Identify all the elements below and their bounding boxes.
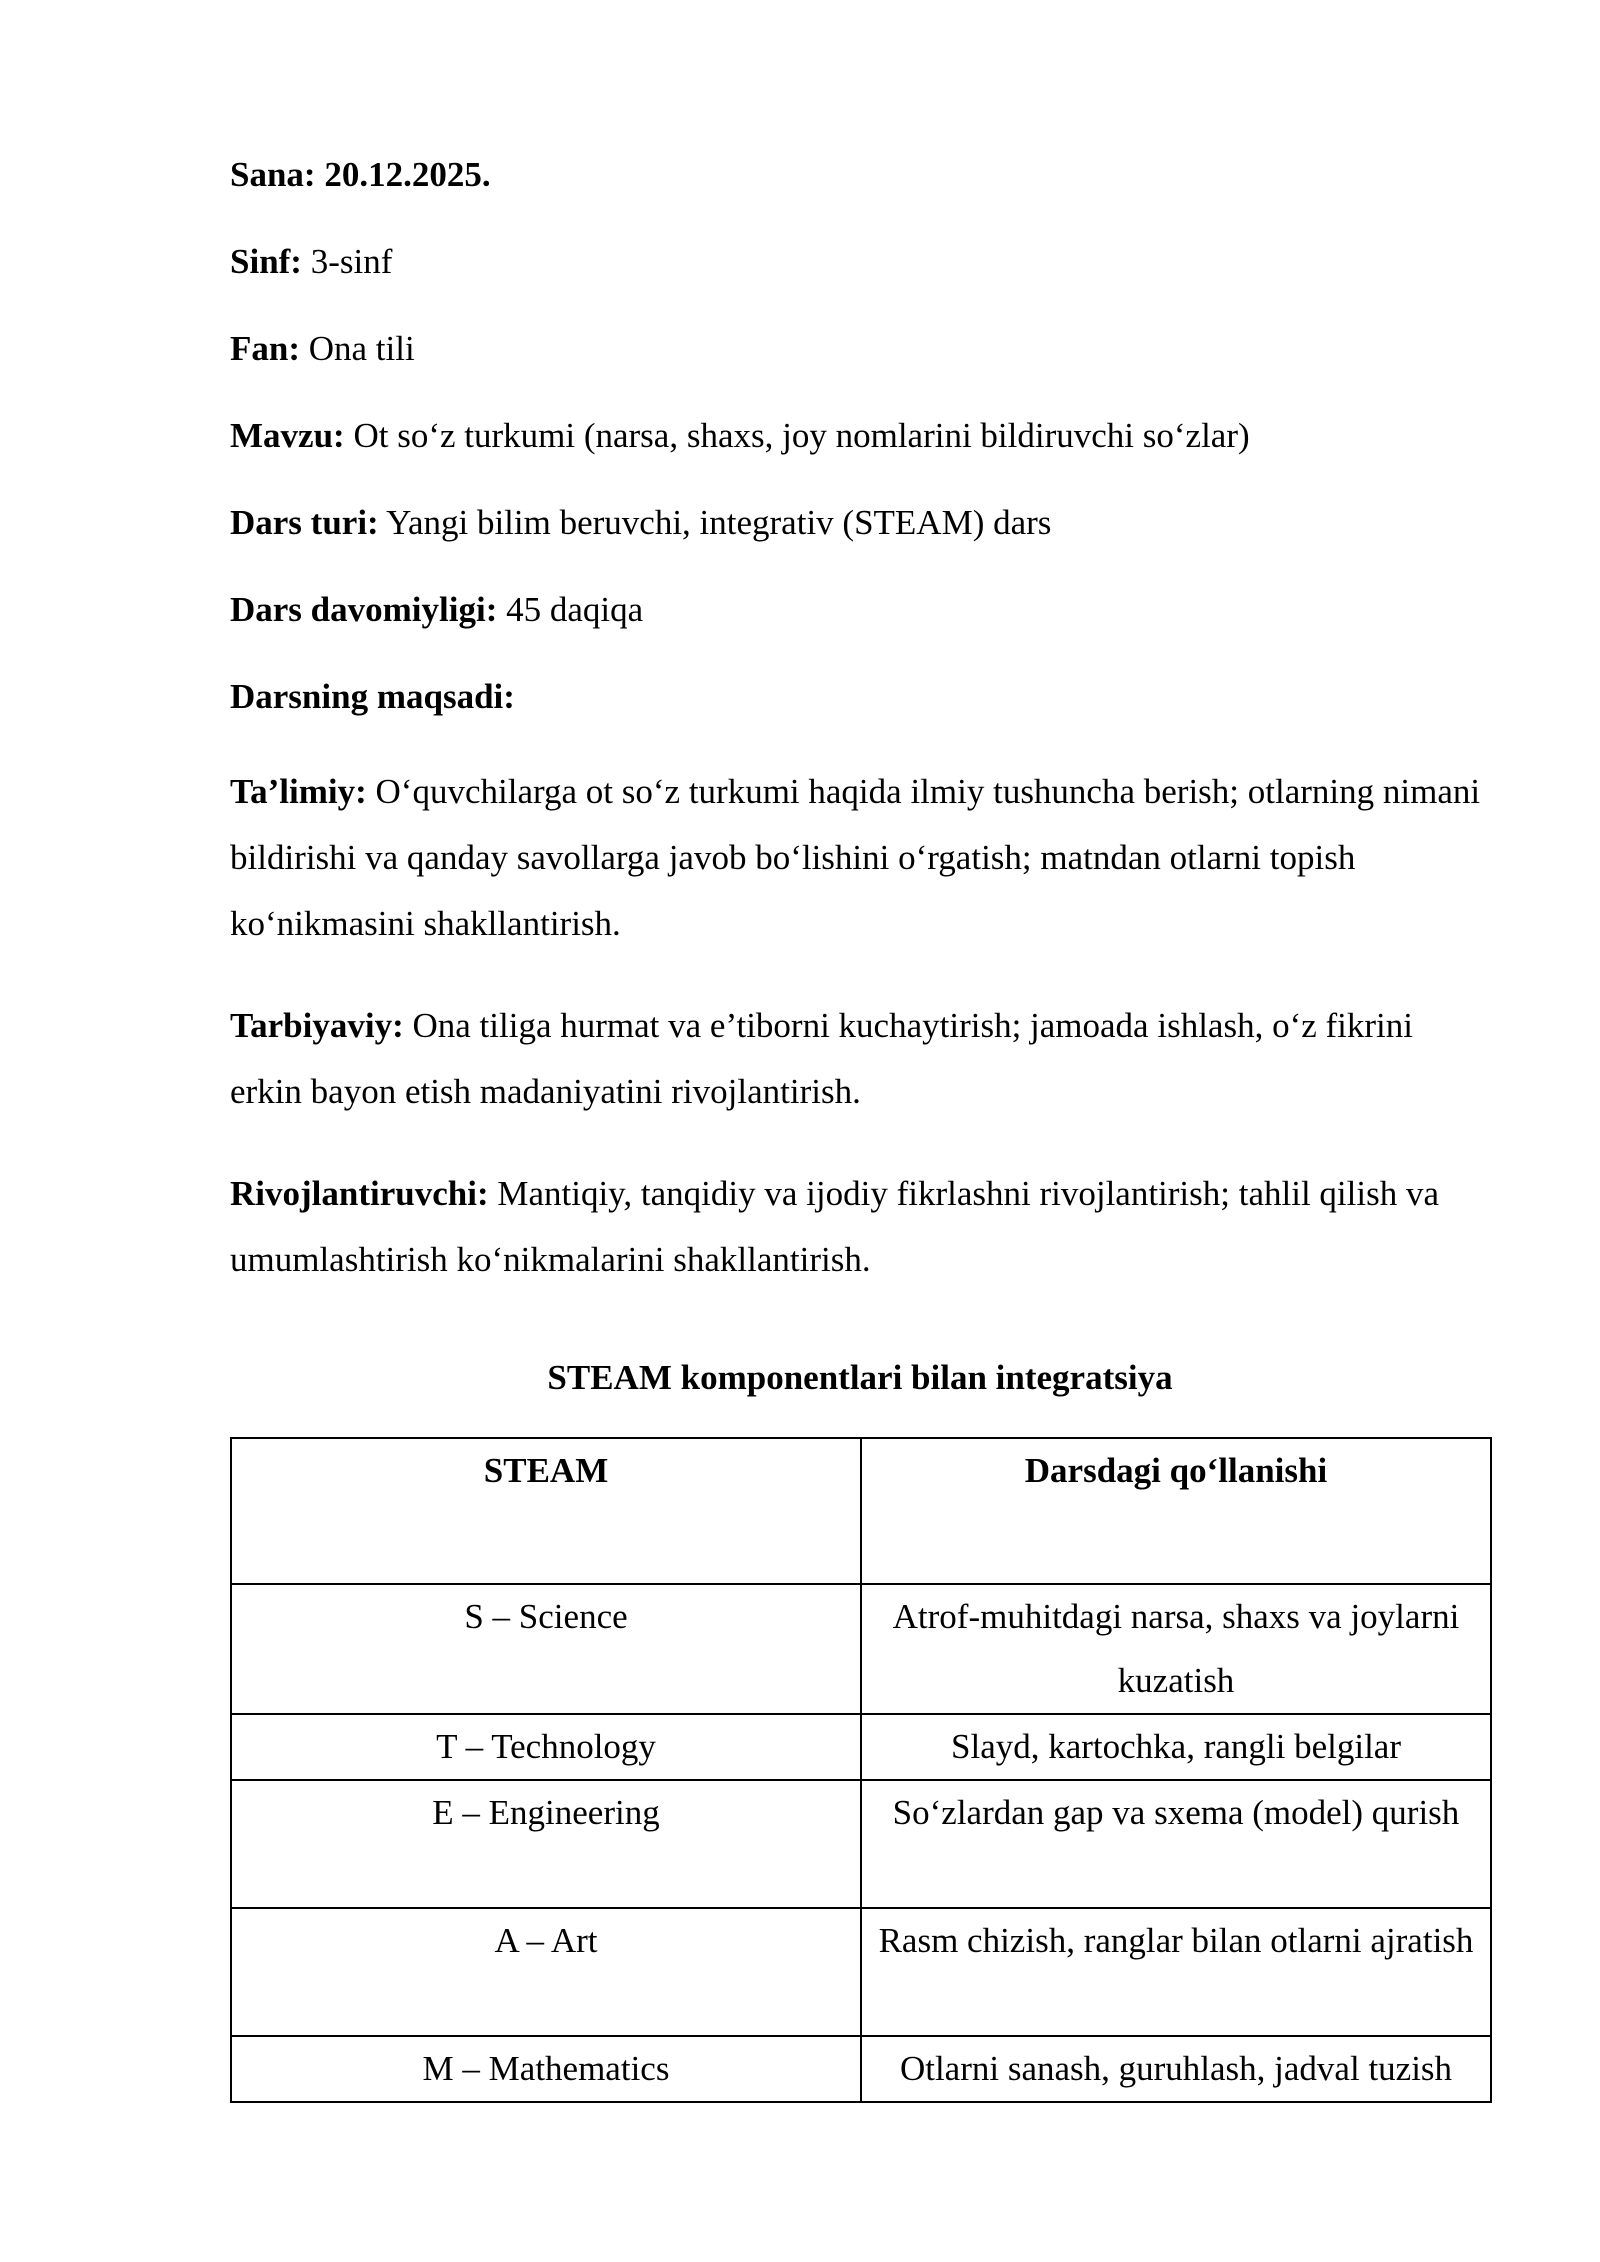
subject-label: Fan: bbox=[230, 329, 300, 368]
document-page bbox=[230, 150, 1490, 2103]
table-cell-usage: So‘zlardan gap va sxema (model) qurish bbox=[861, 1780, 1491, 1908]
table-row bbox=[231, 1780, 1491, 1908]
table-cell-component: E – Engineering bbox=[231, 1780, 861, 1908]
table-cell-usage: Rasm chizish, ranglar bilan otlarni ajratish bbox=[861, 1908, 1491, 2036]
lesson-type-value: Yangi bilim beruvchi, integrativ (STEAM) dars bbox=[386, 503, 1052, 542]
duration-value: 45 daqiqa bbox=[506, 590, 644, 629]
table-header-row bbox=[231, 1438, 1491, 1584]
table-cell-component: T – Technology bbox=[231, 1714, 861, 1780]
table-row bbox=[231, 1584, 1491, 1714]
table-header-usage: Darsdagi qo‘llanishi bbox=[861, 1438, 1491, 1584]
developmental-goal bbox=[230, 1161, 1490, 1293]
lesson-type-line bbox=[230, 498, 1490, 548]
date-value bbox=[230, 155, 491, 194]
educational-goal-text: O‘quvchilarga ot so‘z turkumi haqida ilmiy tushuncha berish; otlarning nimani bildirishi va qanday savollarga javob bo‘lishini o‘rgatish; matndan otlarni topish ko‘nikmasini shakllantirish. bbox=[230, 772, 1481, 943]
table-cell-usage: Otlarni sanash, guruhlash, jadval tuzish bbox=[861, 2036, 1491, 2102]
developmental-goal-label: Rivojlantiruvchi: bbox=[230, 1174, 489, 1213]
topic-label: Mavzu: bbox=[230, 416, 345, 455]
table-cell-component: A – Art bbox=[231, 1908, 861, 2036]
duration-line bbox=[230, 585, 1490, 635]
subject-line bbox=[230, 324, 1490, 374]
upbringing-goal-text: Ona tiliga hurmat va e’tiborni kuchaytirish; jamoada ishlash, o‘z fikrini erkin bayon etish madaniyatini rivojlantirish. bbox=[230, 1006, 1413, 1111]
table-cell-usage: Slayd, kartochka, rangli belgilar bbox=[861, 1714, 1491, 1780]
class-label: Sinf: bbox=[230, 242, 302, 281]
table-cell-component: S – Science bbox=[231, 1584, 861, 1714]
date-text: 20.12.2025. bbox=[324, 155, 491, 194]
goals-label: Darsning maqsadi: bbox=[230, 677, 515, 716]
date-label: Sana: bbox=[230, 155, 316, 194]
duration-label: Dars davomiyligi: bbox=[230, 590, 498, 629]
date-line bbox=[230, 150, 1490, 200]
table-row bbox=[231, 1908, 1491, 2036]
lesson-type-label: Dars turi: bbox=[230, 503, 379, 542]
upbringing-goal-label: Tarbiyaviy: bbox=[230, 1006, 404, 1045]
upbringing-goal bbox=[230, 993, 1490, 1125]
table-row bbox=[231, 1714, 1491, 1780]
educational-goal-label: Ta’limiy: bbox=[230, 772, 367, 811]
topic-value: Ot so‘z turkumi (narsa, shaxs, joy nomlarini bildiruvchi so‘zlar) bbox=[353, 416, 1250, 455]
table-title: STEAM komponentlari bilan integratsiya bbox=[547, 1358, 1173, 1397]
goals-heading bbox=[230, 672, 1490, 722]
subject-value: Ona tili bbox=[308, 329, 415, 368]
table-cell-usage: Atrof-muhitdagi narsa, shaxs va joylarni kuzatish bbox=[861, 1584, 1491, 1714]
educational-goal bbox=[230, 759, 1490, 957]
table-header-steam: STEAM bbox=[231, 1438, 861, 1584]
topic-line bbox=[230, 411, 1490, 461]
table-row bbox=[231, 2036, 1491, 2102]
steam-table bbox=[230, 1437, 1492, 2103]
table-cell-component: M – Mathematics bbox=[231, 2036, 861, 2102]
class-line bbox=[230, 237, 1490, 287]
class-value: 3-sinf bbox=[310, 242, 393, 281]
developmental-goal-text: Mantiqiy, tanqidiy va ijodiy fikrlashni rivojlantirish; tahlil qilish va umumlashtirish ko‘nikmalarini shakllantirish. bbox=[230, 1174, 1440, 1279]
